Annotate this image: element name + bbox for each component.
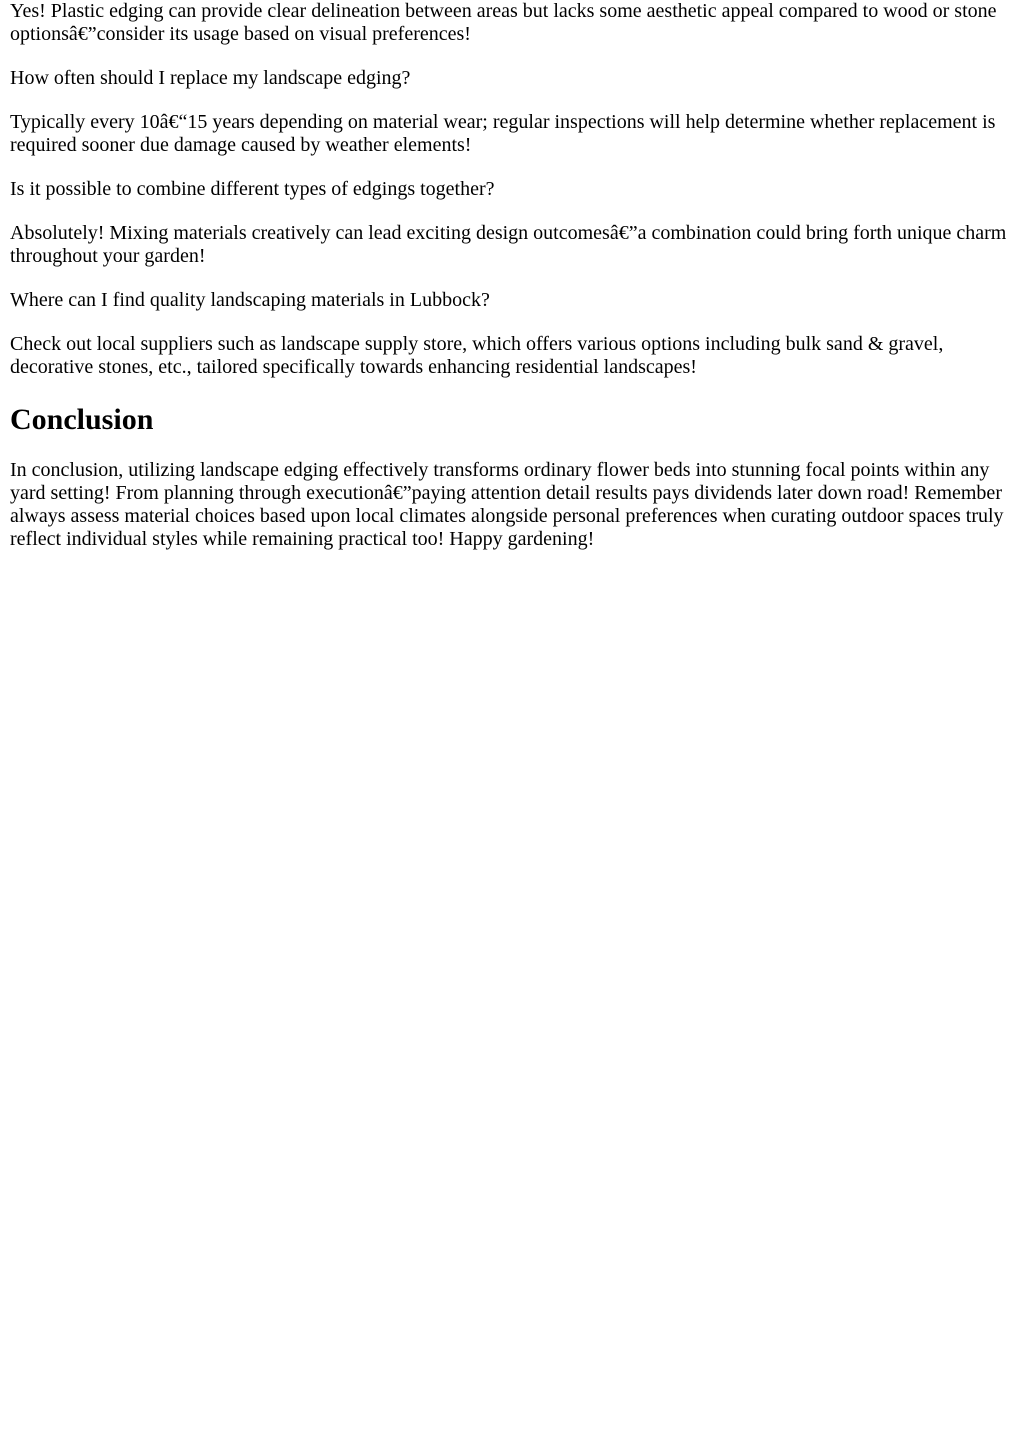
conclusion-heading: Conclusion [10, 403, 154, 436]
faq-answer-replace-edging: Typically every 10â€“15 years depending on material wear; regular inspections will help determine whether replacement is required sooner due damage caused by weather elements! [10, 111, 996, 156]
faq-answer-plastic-edging: Yes! Plastic edging can provide clear delineation between areas but lacks some aesthetic appeal compared to wood or stone optionsâ€”consider its usage based on visual preferences! [10, 0, 997, 45]
faq-answer-materials-lubbock: Check out local suppliers such as landscape supply store, which offers various options including bulk sand & gravel, decorative stones, etc., tailored specifically towards enhancing residential landscapes! [10, 333, 944, 378]
faq-question-replace-edging: How often should I replace my landscape edging? [10, 67, 411, 89]
faq-question-materials-lubbock: Where can I find quality landscaping materials in Lubbock? [10, 289, 490, 311]
conclusion-body: In conclusion, utilizing landscape edging effectively transforms ordinary flower beds into stunning focal points within any yard setting! From planning through executionâ€”paying attention detail results pays dividends later down road! Remember always assess material choices based upon local climates alongside personal preferences when curating outdoor spaces truly reflect individual styles while remaining practical too! Happy gardening! [10, 459, 1004, 550]
faq-question-combine-edgings: Is it possible to combine different types of edgings together? [10, 178, 495, 200]
faq-answer-combine-edgings: Absolutely! Mixing materials creatively can lead exciting design outcomesâ€”a combination could bring forth unique charm throughout your garden! [10, 222, 1007, 267]
article-content [0, 0, 1024, 551]
